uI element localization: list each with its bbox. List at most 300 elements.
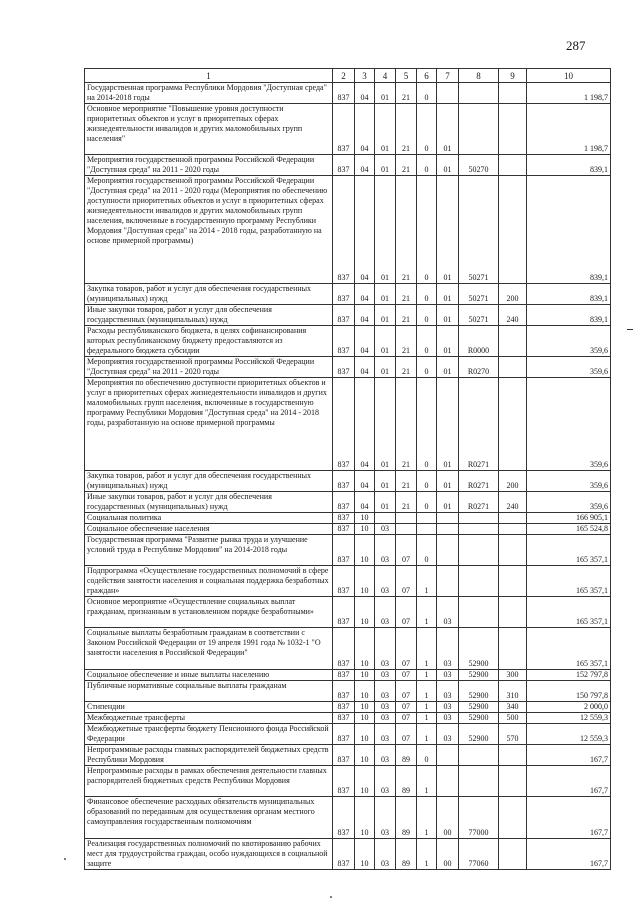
row-name: Публичные нормативные социальные выплаты гражданам [85, 681, 333, 702]
row-amount: 839,1 [527, 305, 611, 326]
code-program: 21 [396, 284, 417, 305]
code-expense-type [499, 566, 527, 597]
scan-speck [330, 896, 332, 898]
code-activity: 03 [437, 597, 459, 628]
code-subsection: 01 [375, 305, 396, 326]
row-name: Реализация государственных полномочий по квотированию рабочих мест для трудоустройства граждан, особо нуждающихся в социальной защите [85, 839, 333, 870]
code-program: 07 [396, 702, 417, 713]
code-subprogram: 0 [417, 535, 437, 566]
row-amount: 839,1 [527, 176, 611, 284]
code-section: 10 [355, 513, 375, 524]
row-name: Финансовое обеспечение расходных обязательств муниципальных образований по переданным для осуществления органам местного самоуправления государственным полномочиям [85, 797, 333, 839]
row-name: Мероприятия государственной программы Российской Федерации "Доступная среда" на 2011 - 2020 годы [85, 357, 333, 378]
code-subsection: 03 [375, 702, 396, 713]
column-header: 5 [396, 69, 417, 83]
code-admin: 837 [333, 597, 355, 628]
row-amount: 167,7 [527, 797, 611, 839]
code-direction: 50271 [459, 305, 499, 326]
code-activity: 01 [437, 176, 459, 284]
row-amount: 165 357,1 [527, 566, 611, 597]
code-section: 04 [355, 176, 375, 284]
row-name: Социальное обеспечение и иные выплаты населению [85, 670, 333, 681]
row-amount: 166 905,1 [527, 513, 611, 524]
code-activity [437, 513, 459, 524]
column-header: 2 [333, 69, 355, 83]
code-activity: 01 [437, 471, 459, 492]
row-amount: 359,6 [527, 471, 611, 492]
code-section: 04 [355, 305, 375, 326]
code-expense-type: 500 [499, 713, 527, 724]
code-section: 04 [355, 284, 375, 305]
code-activity [437, 745, 459, 766]
code-program [396, 513, 417, 524]
code-section: 10 [355, 797, 375, 839]
row-name: Социальные выплаты безработным гражданам в соответствии с Законом Российской Федерации от 19 апреля 1991 года № 1032-1 "О занятости населения в Российской Федерации" [85, 628, 333, 670]
code-section: 10 [355, 597, 375, 628]
code-section: 10 [355, 670, 375, 681]
code-program: 07 [396, 597, 417, 628]
code-direction [459, 597, 499, 628]
code-section: 04 [355, 492, 375, 513]
code-subsection: 03 [375, 535, 396, 566]
code-activity: 01 [437, 284, 459, 305]
code-program: 21 [396, 471, 417, 492]
code-program: 21 [396, 326, 417, 357]
column-header: 4 [375, 69, 396, 83]
code-subsection [375, 513, 396, 524]
code-activity: 01 [437, 492, 459, 513]
row-name: Закупка товаров, работ и услуг для обеспечения государственных (муниципальных) нужд [85, 471, 333, 492]
row-name: Межбюджетные трансферты бюджету Пенсионного фонда Российской Федерации [85, 724, 333, 745]
row-name: Государственная программа Республики Мордовия "Доступная среда" на 2014-2018 годы [85, 83, 333, 104]
code-section: 10 [355, 535, 375, 566]
code-direction: 50271 [459, 284, 499, 305]
row-name: Непрограммные расходы в рамках обеспечения деятельности главных распорядителей бюджетных средств Республики Мордовия [85, 766, 333, 797]
row-name: Государственная программа "Развитие рынка труда и улучшение условий труда в Республике Мордовия" на 2014-2018 годы [85, 535, 333, 566]
code-admin: 837 [333, 839, 355, 870]
code-expense-type [499, 378, 527, 471]
page-number: 287 [566, 38, 586, 53]
code-activity: 01 [437, 104, 459, 155]
code-program: 89 [396, 766, 417, 797]
code-section: 04 [355, 357, 375, 378]
code-direction: 52900 [459, 681, 499, 702]
row-amount: 165 357,1 [527, 535, 611, 566]
table-row [85, 566, 611, 597]
column-header: 6 [417, 69, 437, 83]
code-subsection: 01 [375, 176, 396, 284]
code-subprogram: 0 [417, 155, 437, 176]
row-amount: 1 198,7 [527, 83, 611, 104]
code-activity [437, 766, 459, 797]
code-program: 07 [396, 628, 417, 670]
code-section: 04 [355, 155, 375, 176]
code-program: 21 [396, 83, 417, 104]
row-amount: 12 559,3 [527, 713, 611, 724]
table-row [85, 305, 611, 326]
code-direction: 52900 [459, 628, 499, 670]
row-name: Иные закупки товаров, работ и услуг для обеспечения государственных (муниципальных) нужд [85, 492, 333, 513]
code-program [396, 524, 417, 535]
code-admin: 837 [333, 628, 355, 670]
row-name: Иные закупки товаров, работ и услуг для обеспечения государственных (муниципальных) нужд [85, 305, 333, 326]
code-subprogram: 1 [417, 766, 437, 797]
code-subsection: 01 [375, 492, 396, 513]
code-admin: 837 [333, 702, 355, 713]
table-row [85, 155, 611, 176]
code-subprogram: 0 [417, 745, 437, 766]
code-section: 04 [355, 378, 375, 471]
code-direction: 77000 [459, 797, 499, 839]
column-header: 9 [499, 69, 527, 83]
code-subsection: 03 [375, 681, 396, 702]
table-body [85, 83, 611, 870]
row-name: Мероприятия государственной программы Российской Федерации "Доступная среда" на 2011 - 2020 годы [85, 155, 333, 176]
code-program: 21 [396, 378, 417, 471]
row-amount: 165 524,8 [527, 524, 611, 535]
table-row [85, 597, 611, 628]
row-name: Основное мероприятие «Осуществление социальных выплат гражданам, признанным в установленном порядке безработными» [85, 597, 333, 628]
code-direction [459, 513, 499, 524]
code-section: 10 [355, 839, 375, 870]
code-subsection: 03 [375, 628, 396, 670]
code-subprogram: 1 [417, 713, 437, 724]
code-subsection: 01 [375, 284, 396, 305]
code-expense-type: 310 [499, 681, 527, 702]
code-subprogram [417, 524, 437, 535]
code-admin: 837 [333, 357, 355, 378]
code-direction: 50271 [459, 176, 499, 284]
code-program: 89 [396, 797, 417, 839]
table-row [85, 839, 611, 870]
table-row [85, 524, 611, 535]
code-admin: 837 [333, 155, 355, 176]
code-program: 21 [396, 176, 417, 284]
code-program: 07 [396, 535, 417, 566]
code-activity [437, 83, 459, 104]
code-subprogram [417, 513, 437, 524]
code-expense-type [499, 83, 527, 104]
code-section: 10 [355, 681, 375, 702]
table-row [85, 492, 611, 513]
code-expense-type [499, 104, 527, 155]
code-expense-type: 240 [499, 305, 527, 326]
code-subprogram: 0 [417, 176, 437, 284]
row-name: Непрограммные расходы главных распорядителей бюджетных средств Республики Мордовия [85, 745, 333, 766]
code-subprogram: 0 [417, 471, 437, 492]
budget-table [84, 68, 611, 870]
code-direction: 77060 [459, 839, 499, 870]
row-amount: 2 000,0 [527, 702, 611, 713]
code-program: 21 [396, 104, 417, 155]
code-subprogram: 0 [417, 357, 437, 378]
code-direction: R0271 [459, 471, 499, 492]
row-amount: 359,6 [527, 357, 611, 378]
code-subprogram: 0 [417, 326, 437, 357]
code-direction [459, 83, 499, 104]
code-activity: 01 [437, 155, 459, 176]
code-program: 07 [396, 670, 417, 681]
code-expense-type [499, 628, 527, 670]
code-subprogram: 0 [417, 378, 437, 471]
table-row [85, 766, 611, 797]
code-expense-type: 570 [499, 724, 527, 745]
code-subsection: 03 [375, 524, 396, 535]
row-amount: 167,7 [527, 745, 611, 766]
code-activity: 00 [437, 839, 459, 870]
code-section: 04 [355, 104, 375, 155]
code-admin: 837 [333, 284, 355, 305]
code-expense-type: 200 [499, 471, 527, 492]
code-subprogram: 0 [417, 83, 437, 104]
code-expense-type: 200 [499, 284, 527, 305]
code-direction: R0270 [459, 357, 499, 378]
code-expense-type [499, 357, 527, 378]
code-subsection: 03 [375, 597, 396, 628]
row-name: Межбюджетные трансферты [85, 713, 333, 724]
table-row [85, 284, 611, 305]
code-direction [459, 566, 499, 597]
code-admin: 837 [333, 492, 355, 513]
code-expense-type [499, 524, 527, 535]
code-section: 04 [355, 326, 375, 357]
code-admin: 837 [333, 766, 355, 797]
code-expense-type [499, 745, 527, 766]
row-amount: 167,7 [527, 839, 611, 870]
row-name: Социальное обеспечение населения [85, 524, 333, 535]
code-subsection: 01 [375, 326, 396, 357]
code-direction: 52900 [459, 713, 499, 724]
table-row [85, 535, 611, 566]
table-row [85, 471, 611, 492]
table-row [85, 670, 611, 681]
code-subsection: 01 [375, 104, 396, 155]
code-direction: 52900 [459, 724, 499, 745]
code-subsection: 03 [375, 713, 396, 724]
code-activity: 01 [437, 305, 459, 326]
table-row [85, 797, 611, 839]
code-activity: 01 [437, 378, 459, 471]
row-amount: 359,6 [527, 492, 611, 513]
row-amount: 839,1 [527, 155, 611, 176]
code-direction: 52900 [459, 670, 499, 681]
code-expense-type [499, 326, 527, 357]
code-direction [459, 535, 499, 566]
code-subsection: 01 [375, 155, 396, 176]
column-header: 10 [527, 69, 611, 83]
code-subsection: 01 [375, 83, 396, 104]
code-program: 21 [396, 305, 417, 326]
code-activity: 03 [437, 702, 459, 713]
code-direction: 50270 [459, 155, 499, 176]
row-amount: 359,6 [527, 326, 611, 357]
code-activity: 01 [437, 326, 459, 357]
code-subprogram: 1 [417, 724, 437, 745]
code-program: 07 [396, 681, 417, 702]
code-subprogram: 1 [417, 681, 437, 702]
code-program: 21 [396, 357, 417, 378]
row-name: Подпрограмма «Осуществление государственных полномочий в сфере содействия занятости населения и социальная поддержка безработных граждан» [85, 566, 333, 597]
code-admin: 837 [333, 745, 355, 766]
code-section: 04 [355, 471, 375, 492]
code-activity: 03 [437, 681, 459, 702]
code-subprogram: 1 [417, 628, 437, 670]
code-activity [437, 535, 459, 566]
code-direction: R0000 [459, 326, 499, 357]
code-expense-type [499, 839, 527, 870]
row-amount: 152 797,8 [527, 670, 611, 681]
code-subprogram: 1 [417, 702, 437, 713]
code-activity: 03 [437, 713, 459, 724]
code-subprogram: 1 [417, 797, 437, 839]
code-direction: 52900 [459, 702, 499, 713]
code-activity [437, 524, 459, 535]
code-direction: R0271 [459, 378, 499, 471]
table-row [85, 176, 611, 284]
table-row [85, 681, 611, 702]
code-activity: 00 [437, 797, 459, 839]
code-section: 10 [355, 713, 375, 724]
row-amount: 167,7 [527, 766, 611, 797]
column-header: 1 [85, 69, 333, 83]
table-row [85, 378, 611, 471]
code-admin: 837 [333, 566, 355, 597]
code-subsection: 03 [375, 670, 396, 681]
column-header: 7 [437, 69, 459, 83]
code-subprogram: 1 [417, 839, 437, 870]
header-row [85, 69, 611, 83]
code-program: 07 [396, 566, 417, 597]
code-subprogram: 0 [417, 284, 437, 305]
code-subsection: 03 [375, 745, 396, 766]
code-expense-type [499, 176, 527, 284]
code-section: 10 [355, 745, 375, 766]
code-admin: 837 [333, 471, 355, 492]
row-name: Мероприятия государственной программы Российской Федерации "Доступная среда" на 2011 - 2020 годы (Мероприятия по обеспечению доступности приоритетных объектов и услуг в приоритетных сферах жизнедеятельности инвалидов и других маломобильных групп населения, включенные в государственную программу Республики Мордовия "Доступная среда" на 2014 - 2018 годы, разработанную на основе примерной программы) [85, 176, 333, 284]
table-row [85, 713, 611, 724]
code-section: 10 [355, 724, 375, 745]
code-activity: 01 [437, 357, 459, 378]
row-amount: 12 559,3 [527, 724, 611, 745]
code-program: 07 [396, 724, 417, 745]
code-subsection: 03 [375, 839, 396, 870]
code-section: 10 [355, 766, 375, 797]
code-expense-type [499, 597, 527, 628]
code-admin: 837 [333, 378, 355, 471]
code-section: 10 [355, 702, 375, 713]
code-subprogram: 0 [417, 492, 437, 513]
row-amount: 150 797,8 [527, 681, 611, 702]
row-name: Закупка товаров, работ и услуг для обеспечения государственных (муниципальных) нужд [85, 284, 333, 305]
row-name: Расходы республиканского бюджета, в целях софинансирования которых республиканскому бюджету предоставляются из федерального бюджета субсидии [85, 326, 333, 357]
code-subprogram: 0 [417, 104, 437, 155]
code-direction: R0271 [459, 492, 499, 513]
table-row [85, 745, 611, 766]
code-admin: 837 [333, 104, 355, 155]
code-expense-type [499, 155, 527, 176]
code-subprogram: 1 [417, 566, 437, 597]
row-amount: 1 198,7 [527, 104, 611, 155]
code-section: 10 [355, 566, 375, 597]
table-row [85, 702, 611, 713]
row-amount: 359,6 [527, 378, 611, 471]
table-row [85, 83, 611, 104]
code-program: 21 [396, 155, 417, 176]
code-activity [437, 566, 459, 597]
code-section: 10 [355, 628, 375, 670]
code-activity: 03 [437, 628, 459, 670]
code-admin: 837 [333, 670, 355, 681]
table-row [85, 357, 611, 378]
code-subsection: 01 [375, 357, 396, 378]
code-subsection: 03 [375, 766, 396, 797]
code-expense-type: 240 [499, 492, 527, 513]
code-subsection: 01 [375, 471, 396, 492]
code-expense-type [499, 797, 527, 839]
code-subprogram: 1 [417, 670, 437, 681]
table-row [85, 326, 611, 357]
code-program: 21 [396, 492, 417, 513]
code-admin: 837 [333, 535, 355, 566]
column-header: 8 [459, 69, 499, 83]
row-name: Мероприятия по обеспечению доступности приоритетных объектов и услуг в приоритетных сферах жизнедеятельности инвалидов и других маломобильных групп населения, включенные в государственную программу Республики Мордовия "Доступная среда" на 2014 - 2018 годы, разработанную на основе примерной программы [85, 378, 333, 471]
code-subsection: 03 [375, 566, 396, 597]
row-name: Социальная политика [85, 513, 333, 524]
code-activity: 03 [437, 724, 459, 745]
code-section: 10 [355, 524, 375, 535]
code-expense-type [499, 766, 527, 797]
code-section: 04 [355, 83, 375, 104]
code-subprogram: 0 [417, 305, 437, 326]
code-admin: 837 [333, 326, 355, 357]
code-admin: 837 [333, 513, 355, 524]
code-program: 07 [396, 713, 417, 724]
code-expense-type [499, 535, 527, 566]
code-expense-type: 340 [499, 702, 527, 713]
code-program: 89 [396, 745, 417, 766]
code-expense-type: 300 [499, 670, 527, 681]
code-admin: 837 [333, 713, 355, 724]
code-admin: 837 [333, 681, 355, 702]
table-row [85, 628, 611, 670]
row-name: Основное мероприятие "Повышение уровня доступности приоритетных объектов и услуг в приоритетных сферах жизнедеятельности инвалидов и других маломобильных групп населения" [85, 104, 333, 155]
row-name: Стипендии [85, 702, 333, 713]
table-row [85, 513, 611, 524]
margin-mark [627, 329, 633, 330]
code-admin: 837 [333, 305, 355, 326]
code-subsection: 01 [375, 378, 396, 471]
code-direction [459, 524, 499, 535]
code-direction [459, 766, 499, 797]
code-admin: 837 [333, 724, 355, 745]
scan-speck [64, 858, 66, 860]
code-admin: 837 [333, 176, 355, 284]
row-amount: 165 357,1 [527, 628, 611, 670]
table-row [85, 104, 611, 155]
code-expense-type [499, 513, 527, 524]
row-amount: 165 357,1 [527, 597, 611, 628]
column-header: 3 [355, 69, 375, 83]
code-subprogram: 1 [417, 597, 437, 628]
code-direction [459, 104, 499, 155]
code-subsection: 03 [375, 724, 396, 745]
row-amount: 839,1 [527, 284, 611, 305]
code-subsection: 03 [375, 797, 396, 839]
table-row [85, 724, 611, 745]
code-admin: 837 [333, 797, 355, 839]
code-program: 89 [396, 839, 417, 870]
code-admin: 837 [333, 524, 355, 535]
